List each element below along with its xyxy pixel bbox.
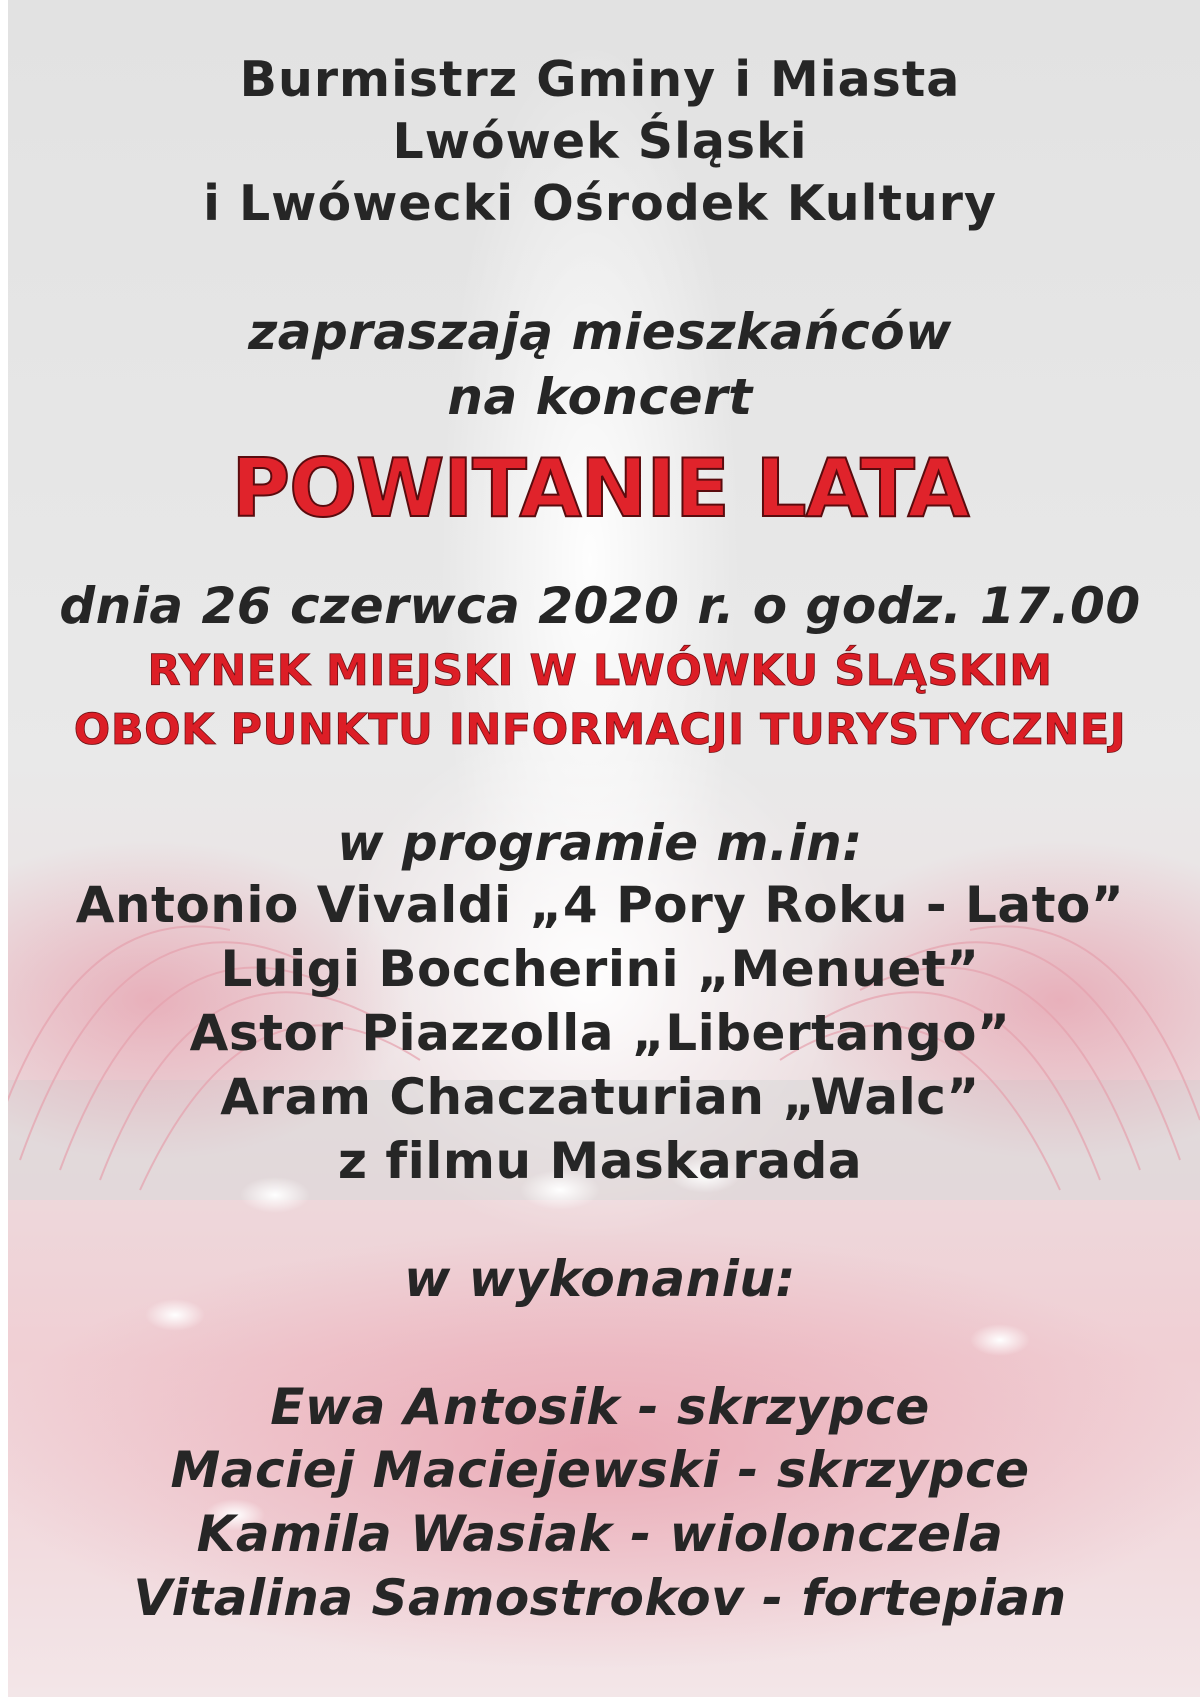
organizer-line-2: Lwówek Śląski bbox=[392, 113, 808, 170]
performer-item: Vitalina Samostrokov - fortepian bbox=[133, 1569, 1067, 1627]
invitation-line-2: na koncert bbox=[447, 368, 753, 426]
program-item: Luigi Boccherini „Menuet” bbox=[220, 940, 980, 998]
program-item: Astor Piazzolla „Libertango” bbox=[189, 1004, 1011, 1062]
venue-line-2: OBOK PUNKTU INFORMACJI TURYSTYCZNEJ bbox=[73, 705, 1127, 755]
performer-item: Maciej Maciejewski - skrzypce bbox=[170, 1441, 1030, 1499]
organizer-line-3: i Lwówecki Ośrodek Kultury bbox=[203, 175, 997, 232]
program-item: z filmu Maskarada bbox=[337, 1132, 863, 1190]
program-heading: w programie m.in: bbox=[337, 814, 863, 872]
date-time: dnia 26 czerwca 2020 r. o godz. 17.00 bbox=[59, 577, 1141, 635]
concert-title: POWITANIE LATA bbox=[231, 442, 969, 535]
program-item: Antonio Vivaldi „4 Pory Roku - Lato” bbox=[75, 876, 1125, 934]
performer-item: Kamila Wasiak - wiolonczela bbox=[196, 1505, 1004, 1563]
performers-heading: w wykonaniu: bbox=[404, 1250, 796, 1308]
venue-line-1: RYNEK MIEJSKI W LWÓWKU ŚLĄSKIM bbox=[147, 646, 1053, 696]
organizer-line-1: Burmistrz Gminy i Miasta bbox=[239, 51, 961, 108]
program-item: Aram Chaczaturian „Walc” bbox=[220, 1068, 980, 1126]
performer-item: Ewa Antosik - skrzypce bbox=[270, 1378, 930, 1436]
invitation-line-1: zapraszają mieszkańców bbox=[248, 303, 952, 361]
